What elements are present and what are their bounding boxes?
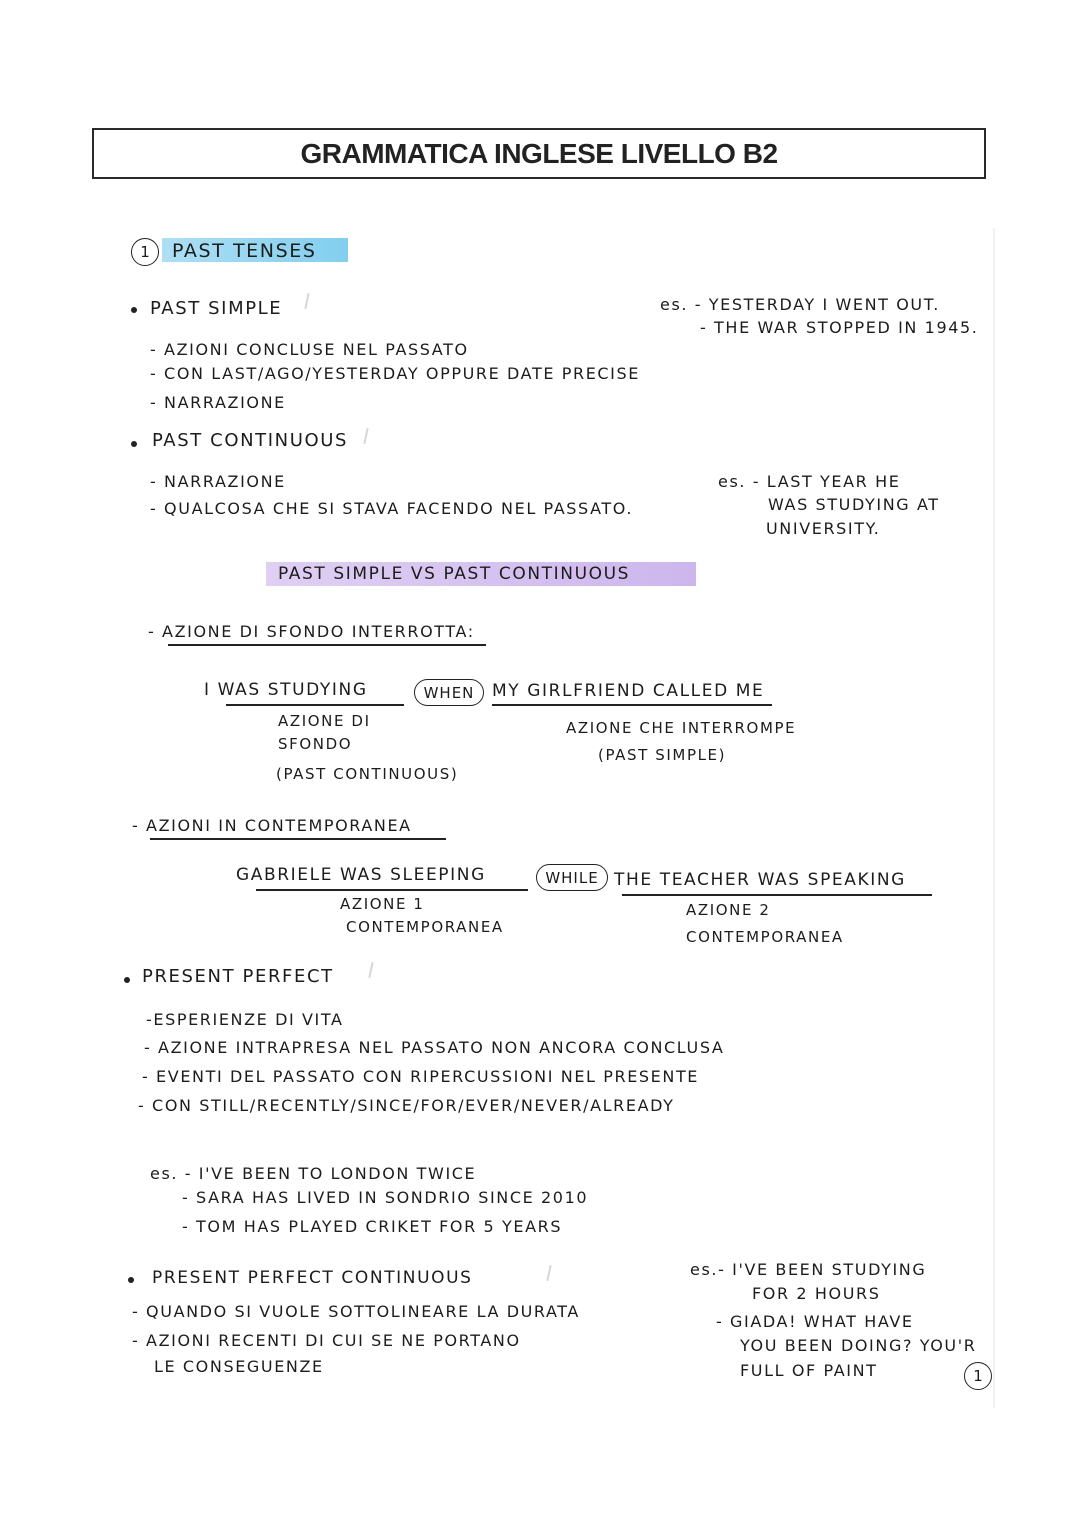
bullet-dot: [131, 441, 137, 447]
ppc-example: FULL OF PAINT: [740, 1361, 878, 1380]
interrupted-label: AZIONE CHE INTERROMPE: [566, 719, 797, 737]
when-oval: [414, 679, 484, 706]
present-perfect-point: - CON STILL/RECENTLY/SINCE/FOR/EVER/NEVER/ALREADY: [138, 1096, 675, 1115]
simultaneous-label: CONTEMPORANEA: [686, 928, 844, 946]
check-mark: [363, 428, 368, 444]
page-edge-shadow: [993, 228, 995, 1408]
check-mark: [546, 1265, 551, 1281]
simultaneous-part2: THE TEACHER WAS SPEAKING: [614, 870, 906, 890]
underline: [168, 644, 486, 646]
past-simple-heading: PAST SIMPLE: [150, 298, 283, 319]
simultaneous-label: AZIONE 2: [686, 901, 771, 919]
interrupted-label: (PAST CONTINUOUS): [276, 765, 459, 783]
interrupted-heading: - AZIONE DI SFONDO INTERROTTA:: [148, 622, 475, 641]
past-simple-point: - AZIONI CONCLUSE NEL PASSATO: [150, 340, 469, 359]
bullet-dot: [124, 977, 130, 983]
page-number-circle: [964, 1362, 992, 1390]
past-continuous-example: UNIVERSITY.: [766, 519, 881, 538]
page-number: 1: [973, 1367, 983, 1385]
present-perfect-point: -ESPERIENZE DI VITA: [146, 1010, 344, 1029]
ppc-heading: PRESENT PERFECT CONTINUOUS: [152, 1268, 473, 1288]
ppc-example: FOR 2 HOURS: [752, 1284, 881, 1303]
bullet-dot: [131, 307, 137, 313]
simultaneous-heading: - AZIONI IN CONTEMPORANEA: [132, 816, 412, 835]
interrupted-label: SFONDO: [278, 735, 353, 753]
past-continuous-example: es. - LAST YEAR HE: [718, 472, 901, 491]
section-number: 1: [140, 243, 150, 261]
page-title: GRAMMATICA INGLESE LIVELLO B2: [300, 137, 778, 169]
interrupted-label: AZIONE DI: [278, 712, 371, 730]
underline: [492, 704, 772, 706]
present-perfect-point: - EVENTI DEL PASSATO CON RIPERCUSSIONI NEL PRESENTE: [142, 1067, 700, 1086]
simultaneous-label: AZIONE 1: [340, 895, 425, 913]
past-continuous-example: WAS STUDYING AT: [768, 495, 940, 514]
while-oval: [536, 864, 608, 891]
past-simple-point: - NARRAZIONE: [150, 393, 286, 412]
past-simple-point: - CON LAST/AGO/YESTERDAY OPPURE DATE PRECISE: [150, 364, 640, 383]
comparison-heading: PAST SIMPLE VS PAST CONTINUOUS: [278, 564, 631, 584]
section-heading: PAST TENSES: [172, 240, 317, 262]
bullet-dot: [128, 1277, 134, 1283]
underline: [150, 838, 446, 840]
simultaneous-label: CONTEMPORANEA: [346, 918, 504, 936]
past-continuous-point: - NARRAZIONE: [150, 472, 286, 491]
past-continuous-heading: PAST CONTINUOUS: [152, 430, 349, 451]
ppc-example: es.- I'VE BEEN STUDYING: [690, 1260, 927, 1279]
ppc-point: - AZIONI RECENTI DI CUI SE NE PORTANO: [132, 1331, 521, 1350]
check-mark: [304, 293, 309, 309]
present-perfect-example: - SARA HAS LIVED IN SONDRIO SINCE 2010: [182, 1188, 589, 1207]
present-perfect-point: - AZIONE INTRAPRESA NEL PASSATO NON ANCORA CONCLUSA: [144, 1038, 725, 1057]
section-number-circle: [131, 238, 159, 266]
interrupted-connector: WHEN: [423, 683, 475, 702]
underline: [226, 704, 404, 706]
simultaneous-connector: WHILE: [545, 868, 599, 887]
interrupted-label: (PAST SIMPLE): [598, 746, 727, 764]
interrupted-part2: MY GIRLFRIEND CALLED ME: [492, 681, 765, 701]
present-perfect-example: - TOM HAS PLAYED CRIKET FOR 5 YEARS: [182, 1217, 563, 1236]
ppc-example: - GIADA! WHAT HAVE: [716, 1312, 914, 1331]
underline: [622, 894, 932, 896]
past-simple-example: es. - YESTERDAY I WENT OUT.: [660, 295, 940, 314]
interrupted-part1: I WAS STUDYING: [204, 680, 368, 700]
past-continuous-point: - QUALCOSA CHE SI STAVA FACENDO NEL PASSATO.: [150, 499, 634, 518]
ppc-point: - QUANDO SI VUOLE SOTTOLINEARE LA DURATA: [132, 1302, 580, 1321]
underline: [256, 889, 528, 891]
title-box: [92, 128, 986, 179]
check-mark: [368, 962, 373, 978]
ppc-example: YOU BEEN DOING? YOU'R: [740, 1336, 977, 1355]
past-simple-example: - THE WAR STOPPED IN 1945.: [700, 318, 979, 337]
present-perfect-example: es. - I'VE BEEN TO LONDON TWICE: [150, 1164, 477, 1183]
ppc-point: LE CONSEGUENZE: [154, 1357, 324, 1376]
present-perfect-heading: PRESENT PERFECT: [142, 966, 334, 987]
simultaneous-part1: GABRIELE WAS SLEEPING: [236, 865, 486, 885]
